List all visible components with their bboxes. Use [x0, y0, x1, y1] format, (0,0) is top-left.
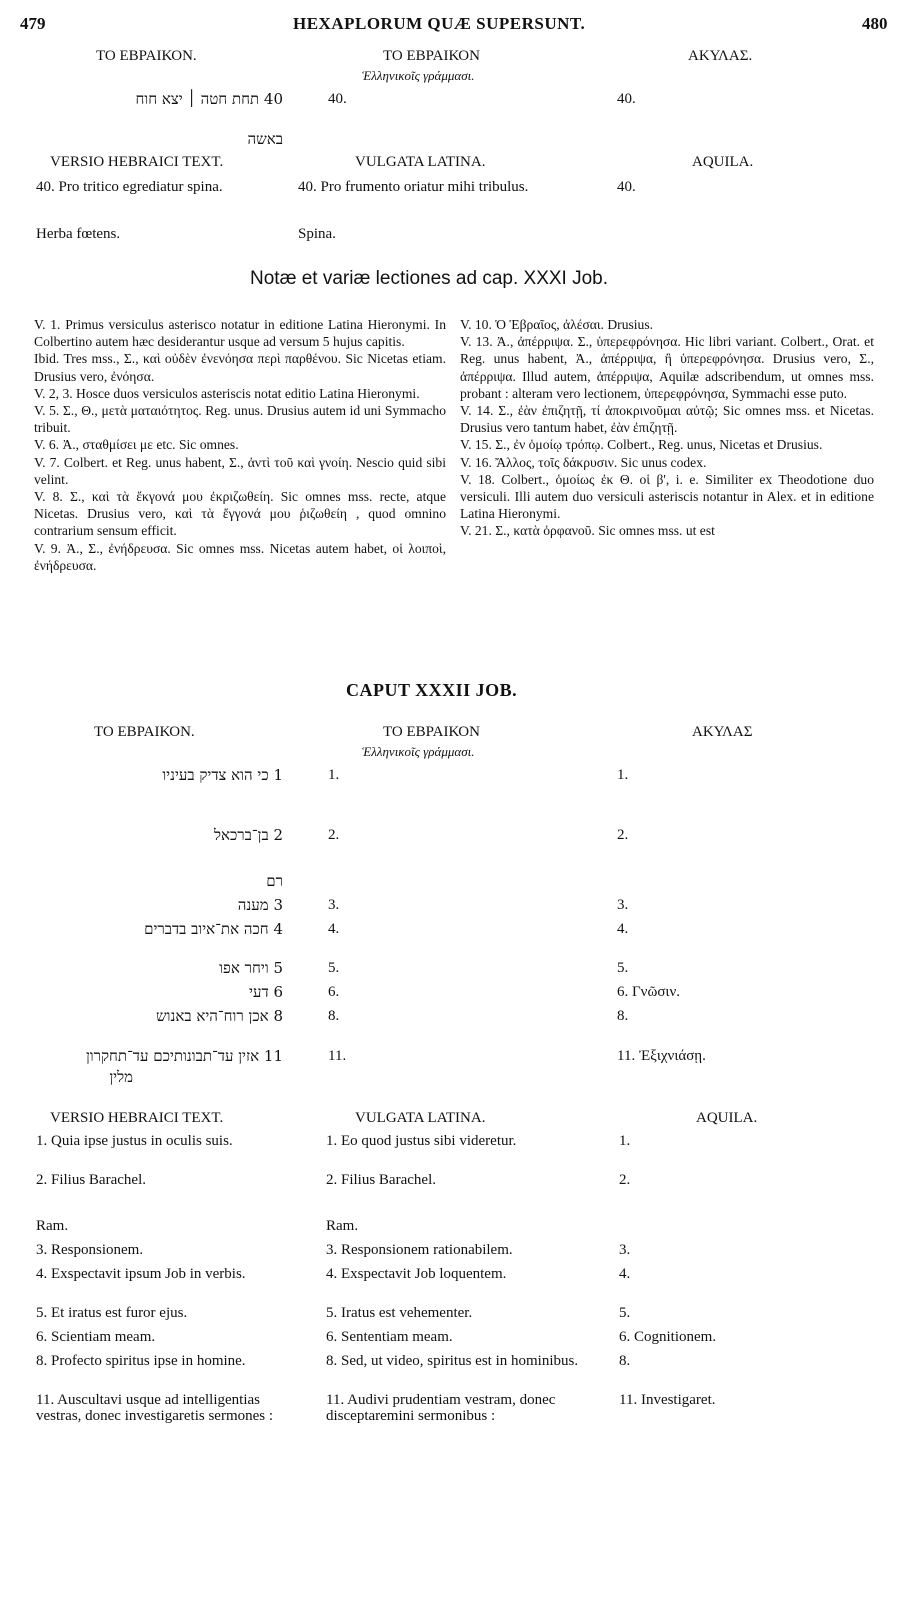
aquila-lat-verse: 11. Investigaret.: [619, 1392, 716, 1408]
cap-lat-head-aquila: AQUILA.: [696, 1110, 758, 1126]
greek-verse-num: 5.: [328, 960, 340, 976]
hebrew-verse: 6 דעי: [249, 983, 283, 1001]
cap-col-subhead-greek-letters: Ἑλληνικοῖς γράμμασι.: [362, 744, 475, 759]
aquila-verse: 4.: [617, 921, 629, 937]
aquila-verse: 1.: [617, 767, 629, 783]
note-paragraph: V. 13. Ἀ., ἀπέρριψα. Σ., ὑπερεφρόνησα. Hic libri variant. Colbert., Orat. et Reg. unus habent, Ἀ., ἀπέρριψα, ἢ ὑπερεφρόνησα. Drusius vero, Σ., ἀπέρριψα. Illud autem, ἀπέρριψα, Aquilæ adscribendum, ut omnes mss. probant : alteram vero lectionem, ὑπερεφρόνησα, Symmachi esse puto.: [460, 334, 874, 401]
aquila-lat-verse: 5.: [619, 1305, 631, 1321]
versio-verse: 3. Responsionem.: [36, 1242, 144, 1258]
hebrew-verse: 11 אזין עד־תבונותיכם עד־תחקרון: [85, 1047, 283, 1065]
note-paragraph: V. 16. Ἄλλος, τοῖς δάκρυσιν. Sic unus codex.: [460, 454, 707, 470]
col-head-aquila: ΑΚΥΛΑΣ.: [688, 48, 753, 64]
vulgata-verse: 4. Exspectavit Job loquentem.: [326, 1266, 507, 1282]
aquila-verse: 11. Ἐξιχνιάσῃ.: [617, 1048, 706, 1064]
note-paragraph: Ibid. Tres mss., Σ., καὶ οὐδὲν ἐνενόησα περὶ παρθένου. Sic Nicetas etiam. Drusius vero, ἐνόησα.: [34, 351, 446, 384]
versio-verse: 4. Exspectavit ipsum Job in verbis.: [36, 1266, 246, 1282]
greek-verse-40: 40.: [328, 91, 347, 107]
cap-col-head-hebrew-greek: ΤΟ ΕΒΡΑΙΚΟΝ: [383, 724, 480, 740]
aquila-verse: 2.: [617, 827, 629, 843]
aquila-verse: 6. Γνῶσιν.: [617, 984, 680, 1000]
versio-verse: 8. Profecto spiritus ipse in homine.: [36, 1353, 246, 1369]
aquila-verse: 5.: [617, 960, 629, 976]
notes-right-column: [460, 316, 874, 540]
hebrew-verse: 5 ויחר אפו: [219, 959, 283, 977]
page-number-right: 480: [862, 14, 888, 33]
aquila-lat-verse: 6. Cognitionem.: [619, 1329, 717, 1345]
note-paragraph: V. 7. Colbert. et Reg. unus habent, Σ., ἀντὶ τοῦ καὶ γνοίη. Nescio quid sibi velint.: [34, 454, 446, 487]
hebrew-verse: 3 מענה: [237, 896, 283, 914]
cap-lat-head-vulgata: VULGATA LATINA.: [355, 1110, 486, 1126]
notes-title: Notæ et variæ lectiones ad cap. XXXI Job.: [250, 268, 609, 289]
lat-head-versio: VERSIO HEBRAICI TEXT.: [50, 154, 224, 170]
note-paragraph: V. 15. Σ., ἐν ὁμοίῳ τρόπῳ. Colbert., Reg. unus, Nicetas et Drusius.: [460, 437, 823, 453]
aquila-verse: 3.: [617, 897, 629, 913]
greek-verse-num: 6.: [328, 984, 340, 1000]
aquila-lat-verse: 1.: [619, 1133, 631, 1149]
versio-verse: Ram.: [36, 1218, 69, 1234]
versio-verse: 5. Et iratus est furor ejus.: [36, 1305, 188, 1321]
hebrew-verse: 8 אכן רוח־היא באנוש: [156, 1007, 283, 1025]
note-paragraph: V. 10. Ὁ Ἑβραῖος, ἀλέσαι. Drusius.: [460, 317, 654, 332]
aquila-lat-verse: 8.: [619, 1353, 631, 1369]
notes-left-column: [34, 316, 446, 574]
hebrew-verse-40-cont: באשה: [247, 130, 283, 148]
versio-verse: 1. Quia ipse justus in oculis suis.: [36, 1133, 233, 1149]
col-head-hebrew: ΤΟ ΕΒΡΑΙΚΟΝ.: [96, 48, 197, 64]
hebrew-verse: מלין: [109, 1068, 133, 1086]
cap-col-head-hebrew: ΤΟ ΕΒΡΑΙΚΟΝ.: [94, 724, 195, 740]
vulgata-verse: 2. Filius Barachel.: [326, 1172, 436, 1188]
vulgata-spina: Spina.: [298, 226, 336, 242]
lat-head-vulgata: VULGATA LATINA.: [355, 154, 486, 170]
vulgata-verse: Ram.: [326, 1218, 359, 1234]
greek-verse-num: 3.: [328, 897, 340, 913]
hebrew-verse-40: 40 תחת חטה ׀ יצא חוח: [135, 90, 283, 108]
aquila-lat-verse: 3.: [619, 1242, 631, 1258]
note-paragraph: V. 9. Ἀ., Σ., ἐνήδρευσα. Sic omnes mss. Nicetas autem habet, οἱ λοιποὶ, ἐνήδρευσα.: [34, 540, 446, 573]
aquila-lat-verse: 4.: [619, 1266, 631, 1282]
versio-herba: Herba fœtens.: [36, 226, 121, 242]
col-head-hebrew-greek: ΤΟ ΕΒΡΑΙΚΟΝ: [383, 48, 480, 64]
col-subhead-greek-letters: Ἑλληνικοῖς γράμμασι.: [362, 68, 475, 83]
aquila-verse: 8.: [617, 1008, 629, 1024]
greek-verse-num: 1.: [328, 767, 340, 783]
running-title: HEXAPLORUM QUÆ SUPERSUNT.: [293, 14, 586, 33]
hebrew-verse: 2 בן־ברכאל: [213, 826, 283, 844]
hebrew-verse: 4 חכה את־איוב בדברים: [144, 920, 283, 938]
greek-verse-num: 8.: [328, 1008, 340, 1024]
note-paragraph: V. 5. Σ., Θ., μετὰ ματαιότητος. Reg. unus. Drusius autem id uni Symmacho tribuit.: [34, 403, 446, 436]
vulgata-verse: 6. Sententiam meam.: [326, 1329, 453, 1345]
note-paragraph: V. 14. Σ., ἐὰν ἐπιζητῇ, τί ἀποκρινοῦμαι αὐτῷ; Sic omnes mss. et Nicetas. Drusius vero tantum habet, ἐὰν ἐπιζητῇ.: [460, 403, 874, 436]
note-paragraph: V. 6. Ἀ., σταθμίσει με etc. Sic omnes.: [34, 437, 239, 453]
vulgata-verse: 1. Eo quod justus sibi videretur.: [326, 1133, 517, 1149]
cap-lat-head-versio: VERSIO HEBRAICI TEXT.: [50, 1110, 224, 1126]
greek-verse-num: 11.: [328, 1048, 347, 1064]
note-paragraph: V. 2, 3. Hosce duos versiculos asteriscis notat editio Latina Hieronymi.: [34, 385, 420, 401]
note-paragraph: V. 18. Colbert., ὁμοίως ἐκ Θ. οἱ β', i. e. Similiter ex Theodotione duo versiculi. Illi autem duo versiculi asteriscis notantur in Alex. et in editione Latina Hieronymi.: [460, 471, 874, 522]
note-paragraph: V. 1. Primus versiculus asterisco notatur in editione Latina Hieronymi. In Colbertino autem hæc desiderantur usque ad versum 5 hujus capitis.: [34, 317, 446, 350]
vulgata-verse: 8. Sed, ut video, spiritus est in hominibus.: [326, 1353, 579, 1369]
cap-col-head-aquila: ΑΚΥΛΑΣ: [692, 724, 753, 740]
aquila-lat-verse-40: 40.: [617, 179, 636, 195]
vulgata-verse: 5. Iratus est vehementer.: [326, 1305, 473, 1321]
versio-verse: 2. Filius Barachel.: [36, 1172, 146, 1188]
hebrew-verse: רם: [266, 872, 283, 890]
greek-verse-num: 4.: [328, 921, 340, 937]
note-paragraph: V. 21. Σ., κατὰ ὀρφανοῦ. Sic omnes mss. ut est: [460, 523, 715, 539]
versio-verse: 6. Scientiam meam.: [36, 1329, 156, 1345]
aquila-lat-verse: 2.: [619, 1172, 631, 1188]
note-paragraph: V. 8. Σ., καὶ τὰ ἔκγονά μου ἐκριζωθείη. Sic omnes mss. recte, atque Nicetas. Drusius vero, καὶ τὰ ἔγγονά μου ῥιζωθείη , quod omnino contrarium sensum efficit.: [34, 489, 446, 539]
aquila-verse-40: 40.: [617, 91, 636, 107]
vulgata-verse: 3. Responsionem rationabilem.: [326, 1242, 513, 1258]
vulgata-verse: 11. Audivi prudentiam vestram, donec disceptaremini sermonibus :: [326, 1392, 556, 1424]
versio-verse: 11. Auscultavi usque ad intelligentias vestras, donec investigaretis sermones :: [36, 1392, 274, 1424]
page-number-left: 479: [20, 14, 46, 33]
vulgata-verse-40: 40. Pro frumento oriatur mihi tribulus.: [298, 179, 529, 195]
chapter-title: CAPUT XXXII JOB.: [346, 680, 518, 700]
lat-head-aquila: AQUILA.: [692, 154, 754, 170]
hebrew-verse: 1 כי הוא צדיק בעיניו: [162, 766, 283, 784]
versio-verse-40: 40. Pro tritico egrediatur spina.: [36, 179, 223, 195]
greek-verse-num: 2.: [328, 827, 340, 843]
